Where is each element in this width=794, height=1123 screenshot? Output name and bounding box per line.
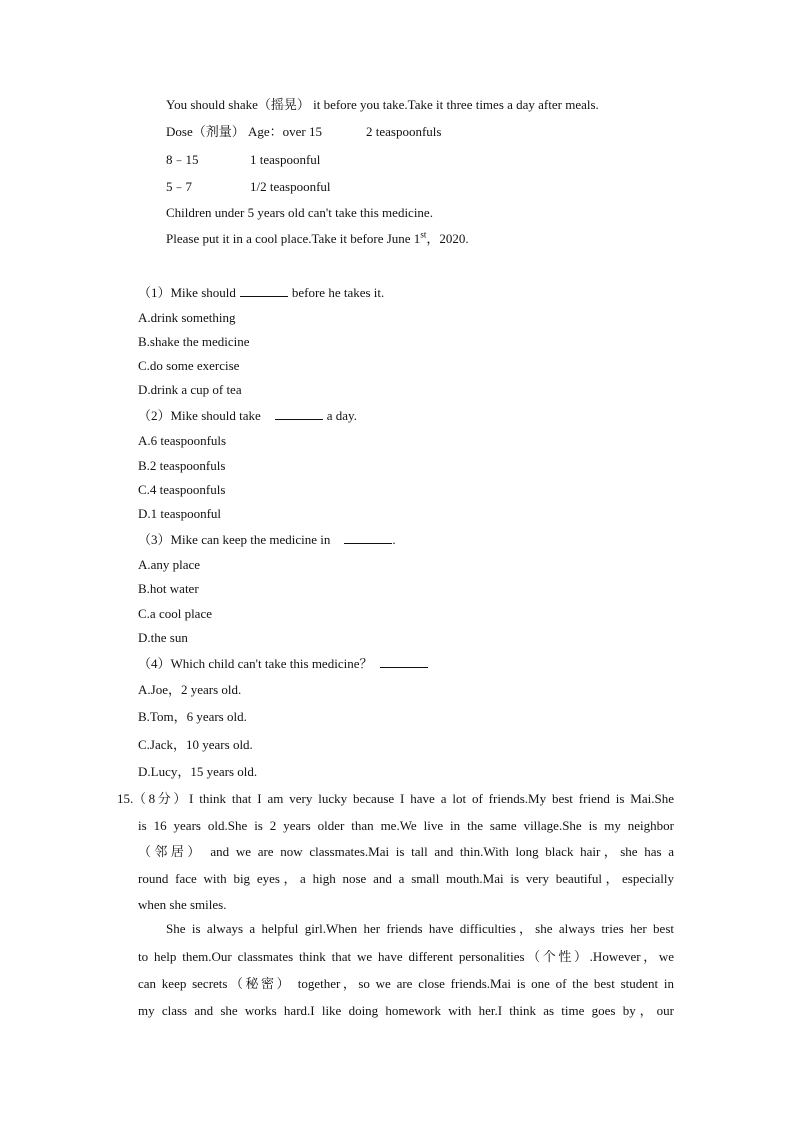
option-4b[interactable]: B.Tom，6 years old. [138,709,247,724]
passage-line [138,844,674,860]
option-2d[interactable]: D.1 teaspoonful [138,506,222,521]
option-1a[interactable]: A.drink something [138,310,236,325]
passage-line-text: She is always a helpful girl.When her friends have difficulties，she always tries her best [166,921,674,936]
passage-line-text: （邻居） and we are now classmates.Mai is tall and thin.With long black hair，she has a [138,844,674,859]
passage-line-text: round face with big eyes，a high nose and a small mouth.Mai is very beautiful，especially [138,871,674,886]
option-1c[interactable]: C.do some exercise [138,358,240,373]
age-5-7: 5﹣7 [166,179,193,194]
instruction-children: Children under 5 years old can't take this medicine. [166,205,433,220]
passage-line-text: to help them.Our classmates think that we have different personalities（个性）.However，we [138,949,674,964]
answer-blank[interactable] [240,284,288,297]
question-number-15: 15. [117,791,134,806]
passage-line-text: （8分）I think that I am very lucky because I have a lot of friends.My best friend is Mai.She [133,791,674,806]
passage-line [138,871,674,887]
question-3 [138,531,396,548]
question-4 [138,655,432,672]
dose-over15-value: 2 teaspoonfuls [366,124,442,139]
question-2 [138,407,357,424]
passage-line [133,791,674,807]
option-2b[interactable]: B.2 teaspoonfuls [138,458,226,473]
option-2a[interactable]: A.6 teaspoonfuls [138,433,227,448]
option-2c[interactable]: C.4 teaspoonfuls [138,482,226,497]
dose-row-5-7 [166,179,331,195]
dose-5-7-value: 1/2 teaspoonful [250,179,331,194]
question-stem-tail: a day. [326,408,357,423]
option-1b[interactable]: B.shake the medicine [138,334,250,349]
option-4a[interactable]: A.Joe，2 years old. [138,682,242,697]
passage-line [138,1003,674,1019]
instruction-shake: You should shake（摇晃） it before you take.Take it three times a day after meals. [166,97,599,112]
age-8-15: 8﹣15 [166,152,199,167]
question-1 [138,284,384,301]
storage-date-tail: ，2020. [426,231,469,246]
option-3d[interactable]: D.the sun [138,630,188,645]
option-3a[interactable]: A.any place [138,557,201,572]
question-stem: （1）Mike should [138,285,236,300]
option-3b[interactable]: B.hot water [138,581,199,596]
question-stem: （2）Mike should take [138,408,261,423]
passage-line [138,818,674,834]
answer-blank[interactable] [380,655,428,668]
question-stem-tail: before he takes it. [291,285,385,300]
passage-line [138,897,674,913]
answer-blank[interactable] [344,531,392,544]
option-4c[interactable]: C.Jack，10 years old. [138,737,253,752]
storage-sup: st [420,229,427,240]
dose-8-15-value: 1 teaspoonful [250,152,321,167]
passage-line [166,921,674,937]
question-stem: （3）Mike can keep the medicine in [138,532,331,547]
question-stem-tail: . [392,532,396,547]
passage-line-text: when she smiles. [138,897,227,912]
passage-line-text: my class and she works hard.I like doing homework with her.I think as time goes by，our [138,1003,674,1018]
question-stem: （4）Which child can't take this medicine？ [138,656,373,671]
dose-row-over15 [166,124,442,140]
option-3c[interactable]: C.a cool place [138,606,212,621]
passage-line-text: is 16 years old.She is 2 years older than me.We live in the same village.She is my neighbor [138,818,674,833]
storage-text: Please put it in a cool place.Take it before June 1 [166,231,421,246]
option-1d[interactable]: D.drink a cup of tea [138,382,242,397]
passage-line-text: can keep secrets（秘密） together，so we are close friends.Mai is one of the best student in [138,976,674,991]
answer-blank[interactable] [275,407,323,420]
passage-line [138,976,674,992]
dose-label: Dose（剂量） Age：over 15 [166,124,322,139]
instruction-storage [166,231,469,247]
passage-line [138,949,674,965]
dose-row-8-15 [166,152,321,168]
option-4d[interactable]: D.Lucy，15 years old. [138,764,258,779]
